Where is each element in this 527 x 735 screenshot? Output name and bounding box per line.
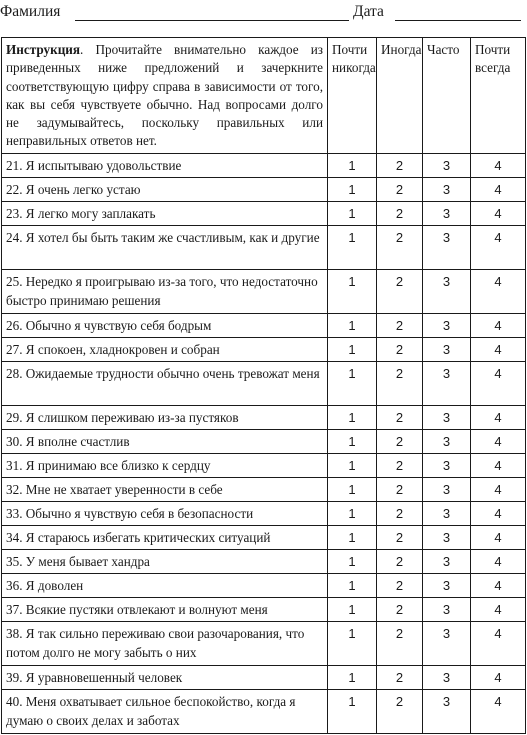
answer-option-often[interactable]: 3 (423, 337, 471, 361)
answer-option-almost-always[interactable]: 4 (471, 525, 526, 549)
item-text: 40. Меня охватывает сильное беспокойство, когда я думаю о своих делах и заботах (2, 689, 328, 733)
table-row (2, 573, 526, 597)
items-body (2, 153, 526, 733)
table-row (2, 621, 526, 665)
answer-option-often[interactable]: 3 (423, 201, 471, 225)
table-row (2, 549, 526, 573)
table-row (2, 501, 526, 525)
form-header (0, 0, 527, 34)
table-row (2, 153, 526, 177)
table-row (2, 201, 526, 225)
answer-option-almost-never[interactable]: 1 (328, 337, 377, 361)
answer-option-almost-always[interactable]: 4 (471, 361, 526, 405)
answer-option-almost-always[interactable]: 4 (471, 689, 526, 733)
answer-option-often[interactable]: 3 (423, 313, 471, 337)
table-row (2, 477, 526, 501)
answer-option-almost-always[interactable]: 4 (471, 597, 526, 621)
answer-option-sometimes[interactable]: 2 (377, 665, 423, 689)
answer-option-almost-never[interactable]: 1 (328, 361, 377, 405)
questionnaire-table (1, 37, 526, 734)
table-row (2, 405, 526, 429)
answer-option-almost-always[interactable]: 4 (471, 501, 526, 525)
answer-option-sometimes[interactable]: 2 (377, 621, 423, 665)
answer-option-sometimes[interactable]: 2 (377, 405, 423, 429)
answer-option-sometimes[interactable]: 2 (377, 549, 423, 573)
answer-option-almost-always[interactable]: 4 (471, 429, 526, 453)
answer-option-almost-always[interactable]: 4 (471, 269, 526, 313)
instruction-text: . Прочитайте внимательно каждое из приведенных ниже предложений и зачеркните соответствующую цифру справа в зависимости от того, как вы себя чувствуете обычно. Над вопросами долго не задумывайтесь, поскольку правильных или неправильных ответов нет. (6, 42, 323, 149)
item-text: 23. Я легко могу заплакать (2, 201, 328, 225)
table-row (2, 689, 526, 733)
answer-option-almost-never[interactable]: 1 (328, 665, 377, 689)
table-row (2, 337, 526, 361)
answer-option-often[interactable]: 3 (423, 477, 471, 501)
item-text: 35. У меня бывает хандра (2, 549, 328, 573)
table-row (2, 177, 526, 201)
answer-option-almost-always[interactable]: 4 (471, 477, 526, 501)
instruction-cell (2, 38, 328, 154)
item-text: 33. Обычно я чувствую себя в безопасности (2, 501, 328, 525)
answer-option-almost-never[interactable]: 1 (328, 501, 377, 525)
answer-option-almost-never[interactable]: 1 (328, 201, 377, 225)
answer-option-sometimes[interactable]: 2 (377, 337, 423, 361)
answer-option-almost-never[interactable]: 1 (328, 225, 377, 269)
item-text: 36. Я доволен (2, 573, 328, 597)
answer-option-often[interactable]: 3 (423, 621, 471, 665)
answer-option-almost-always[interactable]: 4 (471, 313, 526, 337)
answer-option-sometimes[interactable]: 2 (377, 453, 423, 477)
item-text: 31. Я принимаю все близко к сердцу (2, 453, 328, 477)
answer-option-almost-never[interactable]: 1 (328, 573, 377, 597)
answer-option-almost-never[interactable]: 1 (328, 453, 377, 477)
table-row (2, 525, 526, 549)
answer-option-sometimes[interactable]: 2 (377, 361, 423, 405)
answer-option-almost-always[interactable]: 4 (471, 621, 526, 665)
column-header-often: Часто (423, 38, 471, 154)
answer-option-almost-never[interactable]: 1 (328, 477, 377, 501)
table-row (2, 361, 526, 405)
date-label: Дата (353, 3, 384, 20)
item-text: 32. Мне не хватает уверенности в себе (2, 477, 328, 501)
answer-option-almost-never[interactable]: 1 (328, 269, 377, 313)
answer-option-often[interactable]: 3 (423, 405, 471, 429)
table-row (2, 665, 526, 689)
answer-option-often[interactable]: 3 (423, 689, 471, 733)
table-row (2, 225, 526, 269)
answer-option-sometimes[interactable]: 2 (377, 153, 423, 177)
answer-option-almost-never[interactable]: 1 (328, 405, 377, 429)
answer-option-almost-always[interactable]: 4 (471, 405, 526, 429)
item-text: 29. Я слишком переживаю из-за пустяков (2, 405, 328, 429)
answer-option-almost-never[interactable]: 1 (328, 549, 377, 573)
answer-option-often[interactable]: 3 (423, 429, 471, 453)
answer-option-almost-never[interactable]: 1 (328, 525, 377, 549)
answer-option-often[interactable]: 3 (423, 665, 471, 689)
answer-option-sometimes[interactable]: 2 (377, 177, 423, 201)
item-text: 38. Я так сильно переживаю свои разочарования, что потом долго не могу забыть о них (2, 621, 328, 665)
answer-option-almost-always[interactable]: 4 (471, 453, 526, 477)
answer-option-often[interactable]: 3 (423, 269, 471, 313)
surname-label: Фамилия (0, 3, 61, 20)
answer-option-sometimes[interactable]: 2 (377, 429, 423, 453)
answer-option-often[interactable]: 3 (423, 177, 471, 201)
answer-option-almost-always[interactable]: 4 (471, 153, 526, 177)
answer-option-often[interactable]: 3 (423, 549, 471, 573)
answer-option-almost-always[interactable]: 4 (471, 225, 526, 269)
table-row (2, 313, 526, 337)
answer-option-sometimes[interactable]: 2 (377, 501, 423, 525)
item-text: 26. Обычно я чувствую себя бодрым (2, 313, 328, 337)
answer-option-often[interactable]: 3 (423, 573, 471, 597)
item-text: 37. Всякие пустяки отвлекают и волнуют меня (2, 597, 328, 621)
column-header-almost-never: Почти никогда (328, 38, 377, 154)
item-text: 27. Я спокоен, хладнокровен и собран (2, 337, 328, 361)
answer-option-almost-never[interactable]: 1 (328, 597, 377, 621)
answer-option-often[interactable]: 3 (423, 525, 471, 549)
answer-option-almost-always[interactable]: 4 (471, 665, 526, 689)
answer-option-almost-always[interactable]: 4 (471, 201, 526, 225)
answer-option-almost-always[interactable]: 4 (471, 549, 526, 573)
answer-option-almost-always[interactable]: 4 (471, 337, 526, 361)
column-header-sometimes: Иногда (377, 38, 423, 154)
answer-option-almost-never[interactable]: 1 (328, 429, 377, 453)
answer-option-often[interactable]: 3 (423, 153, 471, 177)
answer-option-sometimes[interactable]: 2 (377, 525, 423, 549)
answer-option-almost-never[interactable]: 1 (328, 621, 377, 665)
answer-option-sometimes[interactable]: 2 (377, 597, 423, 621)
answer-option-sometimes[interactable]: 2 (377, 313, 423, 337)
answer-option-sometimes[interactable]: 2 (377, 689, 423, 733)
item-text: 34. Я стараюсь избегать критических ситуаций (2, 525, 328, 549)
answer-option-sometimes[interactable]: 2 (377, 225, 423, 269)
table-row (2, 597, 526, 621)
item-text: 30. Я вполне счастлив (2, 429, 328, 453)
table-row (2, 429, 526, 453)
item-text: 22. Я очень легко устаю (2, 177, 328, 201)
answer-option-often[interactable]: 3 (423, 597, 471, 621)
date-field[interactable] (395, 20, 521, 21)
item-text: 25. Нередко я проигрываю из-за того, что недостаточно быстро принимаю решения (2, 269, 328, 313)
answer-option-often[interactable]: 3 (423, 501, 471, 525)
table-header-row (2, 38, 526, 154)
answer-option-often[interactable]: 3 (423, 225, 471, 269)
item-text: 28. Ожидаемые трудности обычно очень тревожат меня (2, 361, 328, 405)
item-text: 39. Я уравновешенный человек (2, 665, 328, 689)
table-row (2, 453, 526, 477)
answer-option-often[interactable]: 3 (423, 453, 471, 477)
answer-option-almost-never[interactable]: 1 (328, 153, 377, 177)
item-text: 24. Я хотел бы быть таким же счастливым, как и другие (2, 225, 328, 269)
answer-option-almost-always[interactable]: 4 (471, 573, 526, 597)
answer-option-often[interactable]: 3 (423, 361, 471, 405)
answer-option-almost-always[interactable]: 4 (471, 177, 526, 201)
column-header-almost-always: Почти всегда (471, 38, 526, 154)
instruction-title: Инструкция (6, 42, 81, 57)
answer-option-sometimes[interactable]: 2 (377, 201, 423, 225)
answer-option-almost-never[interactable]: 1 (328, 689, 377, 733)
answer-option-sometimes[interactable]: 2 (377, 573, 423, 597)
answer-option-almost-never[interactable]: 1 (328, 313, 377, 337)
answer-option-sometimes[interactable]: 2 (377, 477, 423, 501)
surname-field[interactable] (75, 20, 349, 21)
answer-option-sometimes[interactable]: 2 (377, 269, 423, 313)
table-row (2, 269, 526, 313)
answer-option-almost-never[interactable]: 1 (328, 177, 377, 201)
item-text: 21. Я испытываю удовольствие (2, 153, 328, 177)
